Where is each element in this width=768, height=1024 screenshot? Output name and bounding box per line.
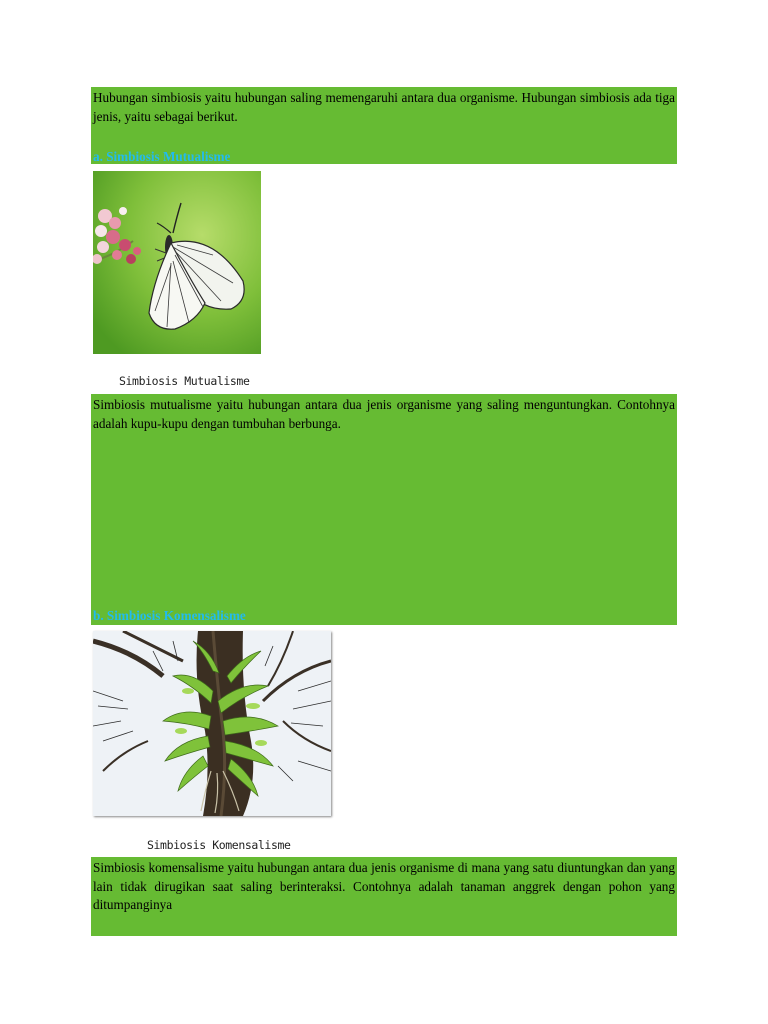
intro-box [91,87,677,164]
butterfly-photo [93,171,261,354]
caption-komensalisme: Simbiosis Komensalisme [147,838,291,852]
komensalisme-text: Simbiosis komensalisme yaitu hubungan antara dua jenis organisme di mana yang satu diuntungkan dan yang lain tidak dirugikan saat saling berinteraksi. Contohnya adalah tanaman anggrek dengan pohon yang ditumpanginya [93,860,675,912]
orchid-photo [93,631,331,816]
heading-komensalisme: b. Simbiosis Komensalisme [93,608,246,623]
heading-mutualisme: a. Simbiosis Mutualisme [93,149,231,164]
mutualisme-box [91,394,677,625]
caption-mutualisme: Simbiosis Mutualisme [119,374,250,388]
komensalisme-box [91,857,677,936]
orchid-on-tree-icon [93,631,331,816]
butterfly-on-flower-icon [93,171,261,354]
intro-text: Hubungan simbiosis yaitu hubungan saling memengaruhi antara dua organisme. Hubungan simbiosis ada tiga jenis, yaitu sebagai berikut. [93,90,675,124]
mutualisme-text: Simbiosis mutualisme yaitu hubungan antara dua jenis organisme yang saling menguntungkan. Contohnya adalah kupu-kupu dengan tumbuhan berbunga. [93,397,675,431]
